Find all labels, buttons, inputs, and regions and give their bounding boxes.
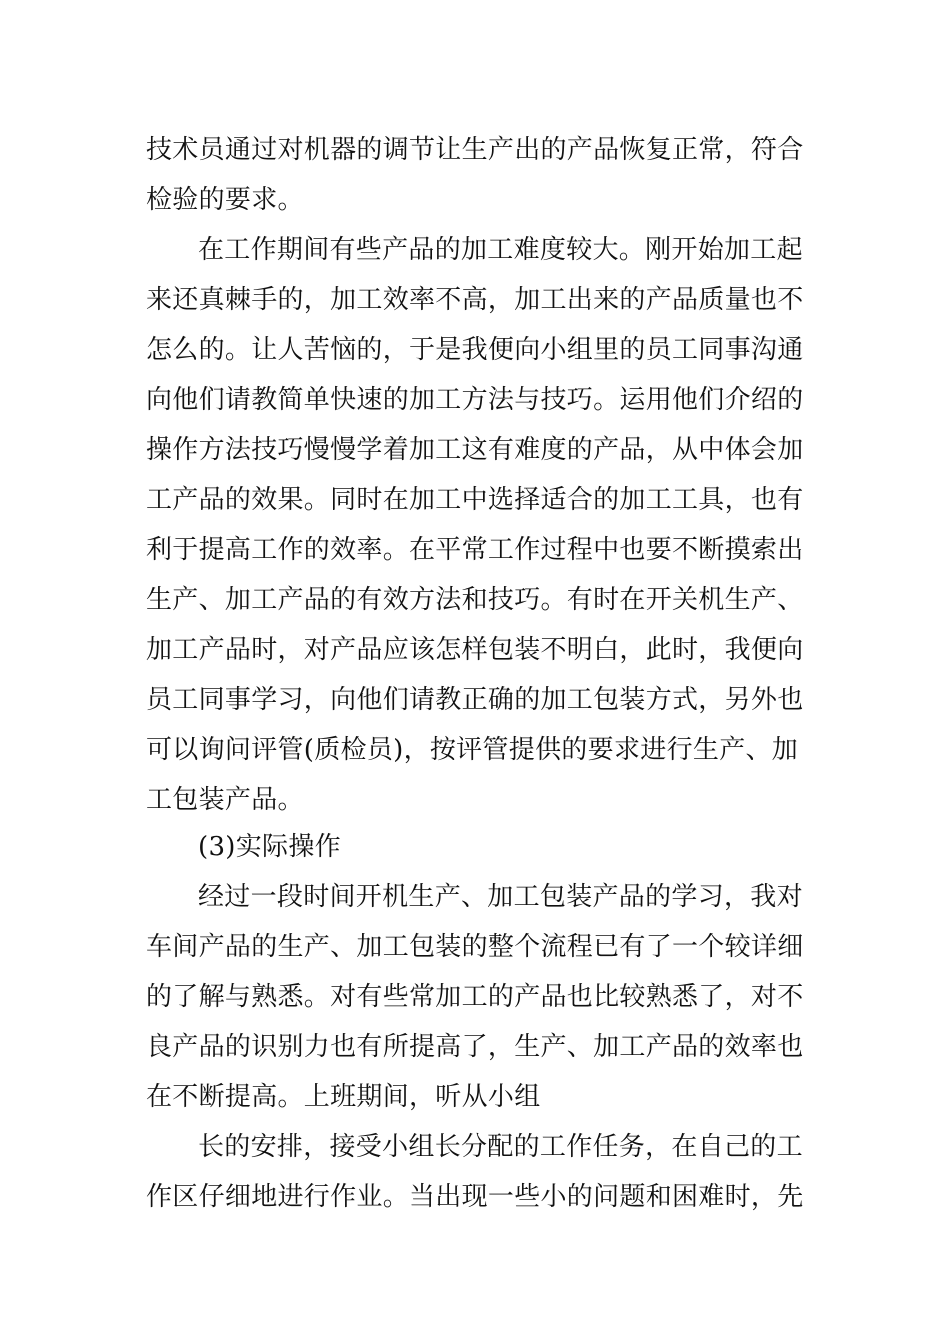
paragraph-start-line: 长的安排，接受小组长分配的工作任务，在自己的工 bbox=[198, 1132, 803, 1162]
section-heading: (3)实际操作 bbox=[198, 832, 341, 862]
text-line: 工产品的效果。同时在加工中选择适合的加工工具，也有 bbox=[146, 485, 804, 515]
text-line: 的了解与熟悉。对有些常加工的产品也比较熟悉了，对不 bbox=[146, 982, 804, 1012]
paragraph-start-line: 在工作期间有些产品的加工难度较大。刚开始加工起 bbox=[198, 235, 803, 265]
text-line: 来还真棘手的，加工效率不高，加工出来的产品质量也不 bbox=[146, 285, 804, 315]
text-line: 良产品的识别力也有所提高了，生产、加工产品的效率也 bbox=[146, 1032, 804, 1062]
text-line: 员工同事学习，向他们请教正确的加工包装方式，另外也 bbox=[146, 685, 804, 715]
text-line: 生产、加工产品的有效方法和技巧。有时在开关机生产、 bbox=[146, 585, 804, 615]
text-line: 技术员通过对机器的调节让生产出的产品恢复正常，符合 bbox=[146, 135, 804, 165]
text-line: 检验的要求。 bbox=[146, 185, 304, 215]
text-line: 车间产品的生产、加工包装的整个流程已有了一个较详细 bbox=[146, 932, 804, 962]
text-line: 操作方法技巧慢慢学着加工这有难度的产品，从中体会加 bbox=[146, 435, 804, 465]
paragraph-start-line: 经过一段时间开机生产、加工包装产品的学习，我对 bbox=[198, 882, 803, 912]
text-line: 加工产品时，对产品应该怎样包装不明白，此时，我便向 bbox=[146, 635, 804, 665]
text-line: 在不断提高。上班期间，听从小组 bbox=[146, 1082, 541, 1112]
text-line: 怎么的。让人苦恼的，于是我便向小组里的员工同事沟通 bbox=[146, 335, 804, 365]
text-line: 工包装产品。 bbox=[146, 785, 304, 815]
text-line: 利于提高工作的效率。在平常工作过程中也要不断摸索出 bbox=[146, 535, 804, 565]
text-line: 向他们请教简单快速的加工方法与技巧。运用他们介绍的 bbox=[146, 385, 804, 415]
text-line: 可以询问评管(质检员)，按评管提供的要求进行生产、加 bbox=[146, 735, 799, 765]
text-line: 作区仔细地进行作业。当出现一些小的问题和困难时，先 bbox=[146, 1182, 804, 1212]
